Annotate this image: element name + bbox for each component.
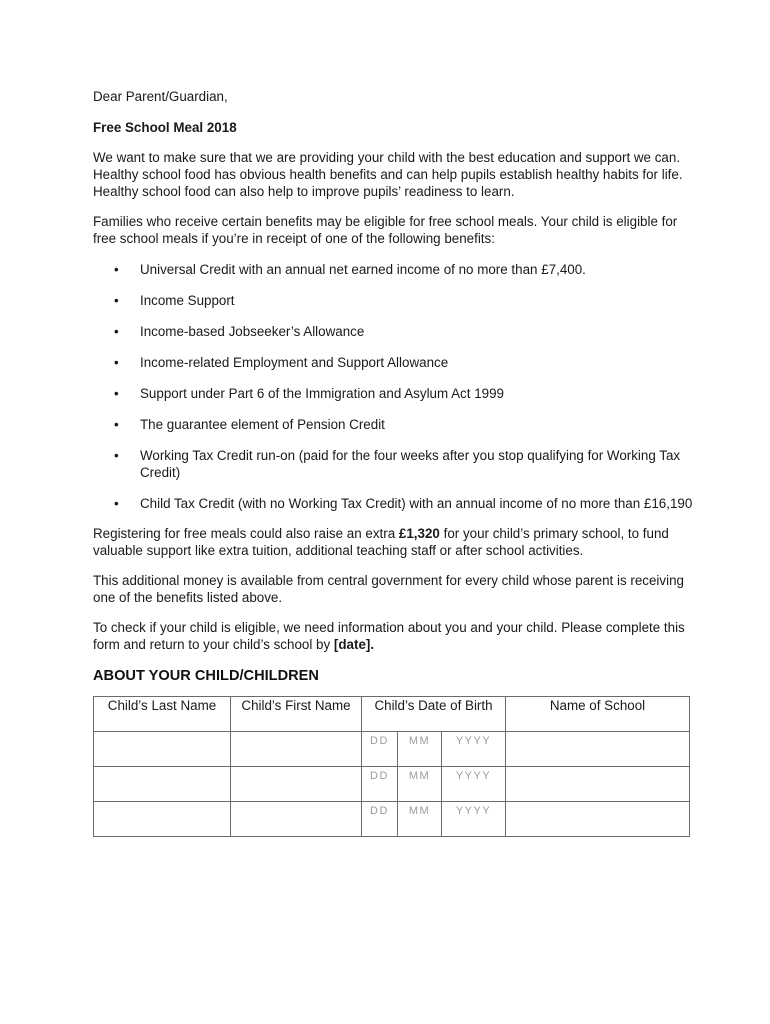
letter-content: [93, 80, 693, 837]
table-row: [94, 802, 690, 837]
dob-month-field[interactable]: MM: [398, 767, 442, 801]
additional-money-paragraph: This additional money is available from central government for every child whose parent is receiving one of the benefits listed above.: [93, 573, 684, 605]
dob-field: [362, 767, 506, 802]
dob-field: [362, 732, 506, 767]
dob-day-field[interactable]: DD: [362, 802, 398, 836]
benefit-item: • Universal Credit with an annual net earned income of no more than £7,400.: [93, 261, 693, 278]
school-name-field[interactable]: [506, 767, 690, 802]
header-first-name: Child’s First Name: [231, 697, 362, 732]
intro-paragraph: We want to make sure that we are providing your child with the best education and support we can. Healthy school food has obvious health benefits and can help pupils establish healthy habits for life. Healthy school food can also help to improve pupils’ readiness to learn.: [93, 150, 683, 199]
check-paragraph: [93, 619, 693, 653]
registering-text-end: for your child’s primary school, to fund valuable support like extra tuition, additional teaching staff or after school activities.: [93, 526, 669, 558]
return-date: [date].: [333, 637, 375, 652]
benefit-item: • The guarantee element of Pension Credit: [93, 416, 693, 433]
school-name-field[interactable]: [506, 732, 690, 767]
dob-year-field[interactable]: YYYY: [455, 735, 492, 747]
eligibility-paragraph: Families who receive certain benefits may be eligible for free school meals. Your child is eligible for free school meals if you’re in receipt of one of the following benefits:: [93, 214, 678, 246]
header-date-of-birth: Child’s Date of Birth: [362, 697, 506, 732]
section-title: ABOUT YOUR CHILD/CHILDREN: [93, 668, 319, 684]
dob-day-field[interactable]: DD: [362, 732, 398, 766]
last-name-field[interactable]: [94, 732, 231, 767]
subject-heading: Free School Meal 2018: [93, 120, 237, 135]
table-row: [94, 767, 690, 802]
check-text: To check if your child is eligible, we need information about you and your child. Please complete this form and return to your child’s school by: [93, 620, 685, 652]
dob-month-field[interactable]: MM: [398, 732, 442, 766]
registering-amount: £1,320: [398, 526, 440, 541]
first-name-field[interactable]: [231, 802, 362, 837]
benefit-item: • Income-based Jobseeker’s Allowance: [93, 323, 693, 340]
dob-year-field[interactable]: YYYY: [455, 770, 492, 782]
benefit-item: • Working Tax Credit run-on (paid for the four weeks after you stop qualifying for Working Tax Credit): [93, 447, 693, 481]
school-name-field[interactable]: [506, 802, 690, 837]
last-name-field[interactable]: [94, 802, 231, 837]
header-last-name: Child’s Last Name: [94, 697, 231, 732]
greeting: Dear Parent/Guardian,: [93, 89, 228, 104]
dob-day-field[interactable]: DD: [362, 767, 398, 801]
header-school-name: Name of School: [506, 697, 690, 732]
table-header-row: [94, 697, 690, 732]
registering-paragraph: [93, 525, 693, 559]
table-row: [94, 732, 690, 767]
benefit-item: • Income-related Employment and Support Allowance: [93, 354, 693, 371]
first-name-field[interactable]: [231, 767, 362, 802]
benefit-item: • Income Support: [93, 292, 693, 309]
dob-field: [362, 802, 506, 837]
dob-year-field[interactable]: YYYY: [455, 805, 492, 817]
first-name-field[interactable]: [231, 732, 362, 767]
last-name-field[interactable]: [94, 767, 231, 802]
children-table: [93, 696, 690, 837]
benefit-item: • Child Tax Credit (with no Working Tax Credit) with an annual income of no more than £16,190: [93, 495, 693, 512]
dob-month-field[interactable]: MM: [398, 802, 442, 836]
benefit-item: • Support under Part 6 of the Immigration and Asylum Act 1999: [93, 385, 693, 402]
benefits-list: [93, 261, 693, 512]
registering-text-start: Registering for free meals could also raise an extra: [93, 526, 399, 541]
